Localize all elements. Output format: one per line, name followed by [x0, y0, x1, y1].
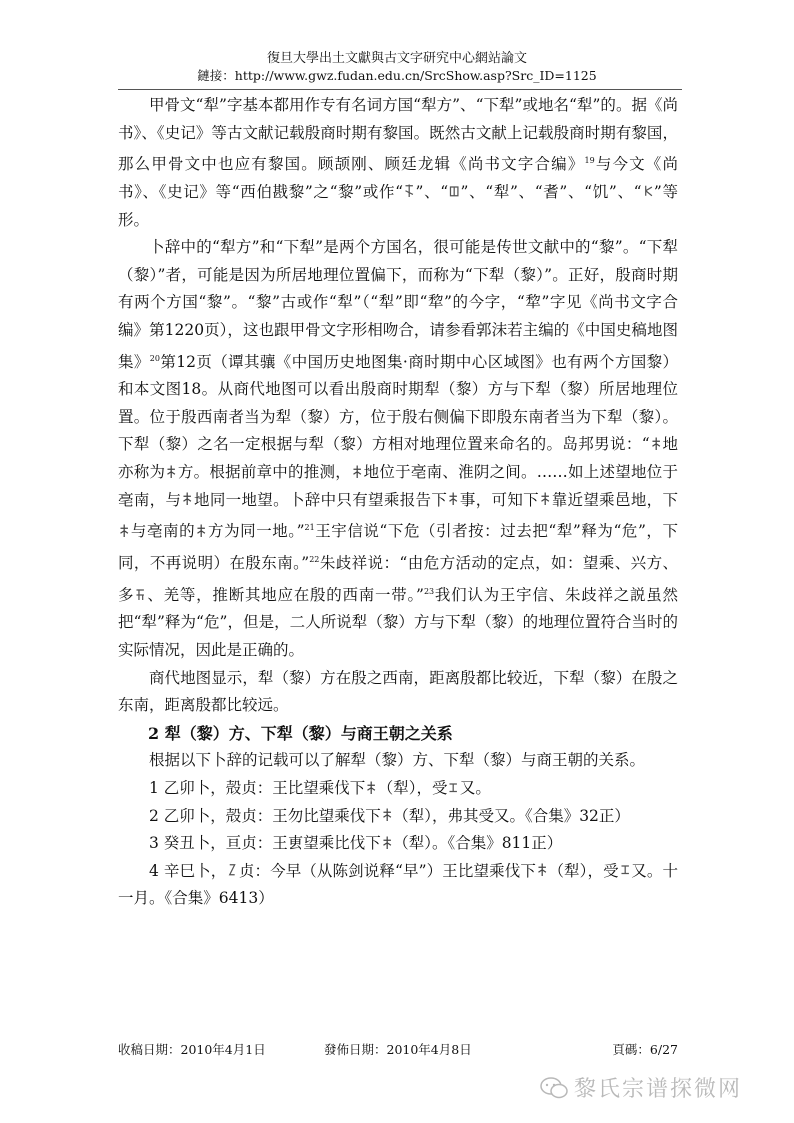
page-header	[0, 50, 794, 84]
footnote-ref[interactable]: 19	[584, 156, 595, 166]
oracle-glyph-icon	[226, 862, 238, 878]
header-link-url[interactable]: http://www.gwz.fudan.edu.cn/SrcShow.asp?Src_ID=1125	[234, 68, 597, 83]
oracle-li-glyph-icon	[539, 491, 551, 507]
header-divider	[118, 89, 682, 90]
oracle-glyph-icon	[619, 862, 631, 878]
header-link-label: 鏈接：	[197, 68, 235, 83]
paragraph-1: 甲骨文“犁”字基本都用作专有名词方国“犁方”、“下犁”或地名“犁”的。据《尚书》、《史记》等古文献记载殷商时期有黎国。既然古文献上记载殷商时期有黎国，那么甲骨文中也应有黎国。顾颉刚、顾廷龙辑《尚书文字合编》$^{19}$与今文《尚书》、《史记》等“西伯戡黎”之“黎”或作“ ”、“ ”、“犁”、“耆”、“饥”、“ ”等形。	[118, 96, 678, 229]
oracle-glyph-icon	[134, 586, 146, 602]
footnote-ref[interactable]: 23	[423, 586, 435, 596]
oracle-li-glyph-icon	[381, 807, 393, 823]
inscription-item-4: 4 辛巳卜， 贞：今早（从陈剑说释“早”）王比望乘伐下 （犁），受 又。十一月。《合集》6413）	[118, 861, 678, 908]
oracle-li-glyph-icon	[381, 835, 393, 851]
header-link-line	[0, 67, 794, 84]
inscription-item-2: 2 乙卯卜，殻贞：王勿比望乘伐下 （犁），弗其受又。《合集》32正）	[149, 806, 630, 825]
oracle-li-glyph-icon	[536, 862, 548, 878]
oracle-li-glyph-icon	[181, 491, 193, 507]
oracle-li-glyph-icon	[447, 491, 459, 507]
inscription-item-1: 1 乙卯卜，殻贞：王比望乘伐下 （犁），受 又。	[149, 779, 491, 798]
watermark	[540, 1072, 742, 1103]
header-title: 復旦大學出土文獻與古文字研究中心網站論文	[266, 51, 527, 66]
oracle-glyph-icon	[448, 183, 460, 199]
footnote-ref[interactable]: 21	[304, 523, 315, 533]
paragraph-2: 卜辞中的“犁方”和“下犁”是两个方国名，很可能是传世文献中的“黎”。“下犁（黎）”者，可能是因为所居地理位置偏下，而称为“下犁（黎）”。正好，殷商时期有两个方国“黎”。“黎”古或作“犁”（“犁”即“犂”的今字，“犂”字见《尚书文字合编》第1220页），这也跟甲骨文字形相吻合，请参看郭沫若主编的《中国史稿地图集》$^{20}$第12页（谭其骧《中国历史地图集·商时期中心区域图》也有两个方国黎）和本文图18。从商代地图可以看出殷商时期犁（黎）方与下犁（黎）所居地理位置。位于殷西南者当为犁（黎）方，位于殷右侧偏下即殷东南者当为下犁（黎）。下犁（黎）之名一定根据与犁（黎）方相对地理位置来命名的。岛邦男说：“ 地亦称为 方。根据前章中的推测， 地位于亳南、淮阴之间。……如上述望地位于亳南，与 地同一地望。卜辞中只有望乘报告下 事，可知下 靠近望乘邑地，下与亳南的 方为同一地。”$^{21}$王宇信说“下危（引者按：过去把“犁”释为“危”，下同，不再说明）在殷东南。”$^{22}$朱歧祥说：“由危方活动的定点，如：望乘、兴方、多 、羌等，推断其地应在殷的西南一带。”$^{23}$我们认为王宇信、朱歧祥之説虽然把“犁”释为“危”，但是，二人所说犁（黎）方与下犁（黎）的地理位置符合当时的实际情况，因此是正确的。	[118, 238, 678, 660]
section-heading: 2 犁（黎）方、下犁（黎）与商王朝之关系	[148, 723, 453, 743]
oracle-glyph-icon	[642, 183, 654, 199]
paragraph-3: 商代地图显示，犁（黎）方在殷之西南，距离殷都比较近，下犁（黎）在殷之东南，距离殷都比较远。	[118, 668, 678, 715]
oracle-li-glyph-icon	[165, 464, 177, 480]
footnote-ref[interactable]: 22	[309, 554, 320, 564]
received-date: 收稿日期：2010年4月1日	[118, 1042, 266, 1057]
oracle-glyph-icon	[447, 780, 459, 796]
footnote-ref[interactable]: 20	[149, 353, 160, 363]
oracle-glyph-icon	[403, 183, 415, 199]
oracle-li-glyph-icon	[650, 436, 662, 452]
inscription-item-3: 3 癸丑卜，亘贞：王叀望乘比伐下 （犁）。《合集》811正）	[149, 834, 563, 853]
chat-bubble-icon	[540, 1076, 568, 1100]
published-date: 發佈日期：2010年4月8日	[324, 1042, 472, 1057]
article-body	[118, 92, 678, 913]
oracle-li-glyph-icon	[118, 523, 130, 539]
oracle-li-glyph-icon	[351, 464, 363, 480]
oracle-li-glyph-icon	[195, 523, 207, 539]
paragraph-4: 根据以下卜辞的记载可以了解犁（黎）方、下犁（黎）与商王朝的关系。	[149, 751, 646, 770]
oracle-li-glyph-icon	[365, 780, 377, 796]
watermark-text: 黎氏宗谱探微网	[574, 1077, 743, 1102]
page-number: 頁碼：6/27	[612, 1042, 678, 1057]
